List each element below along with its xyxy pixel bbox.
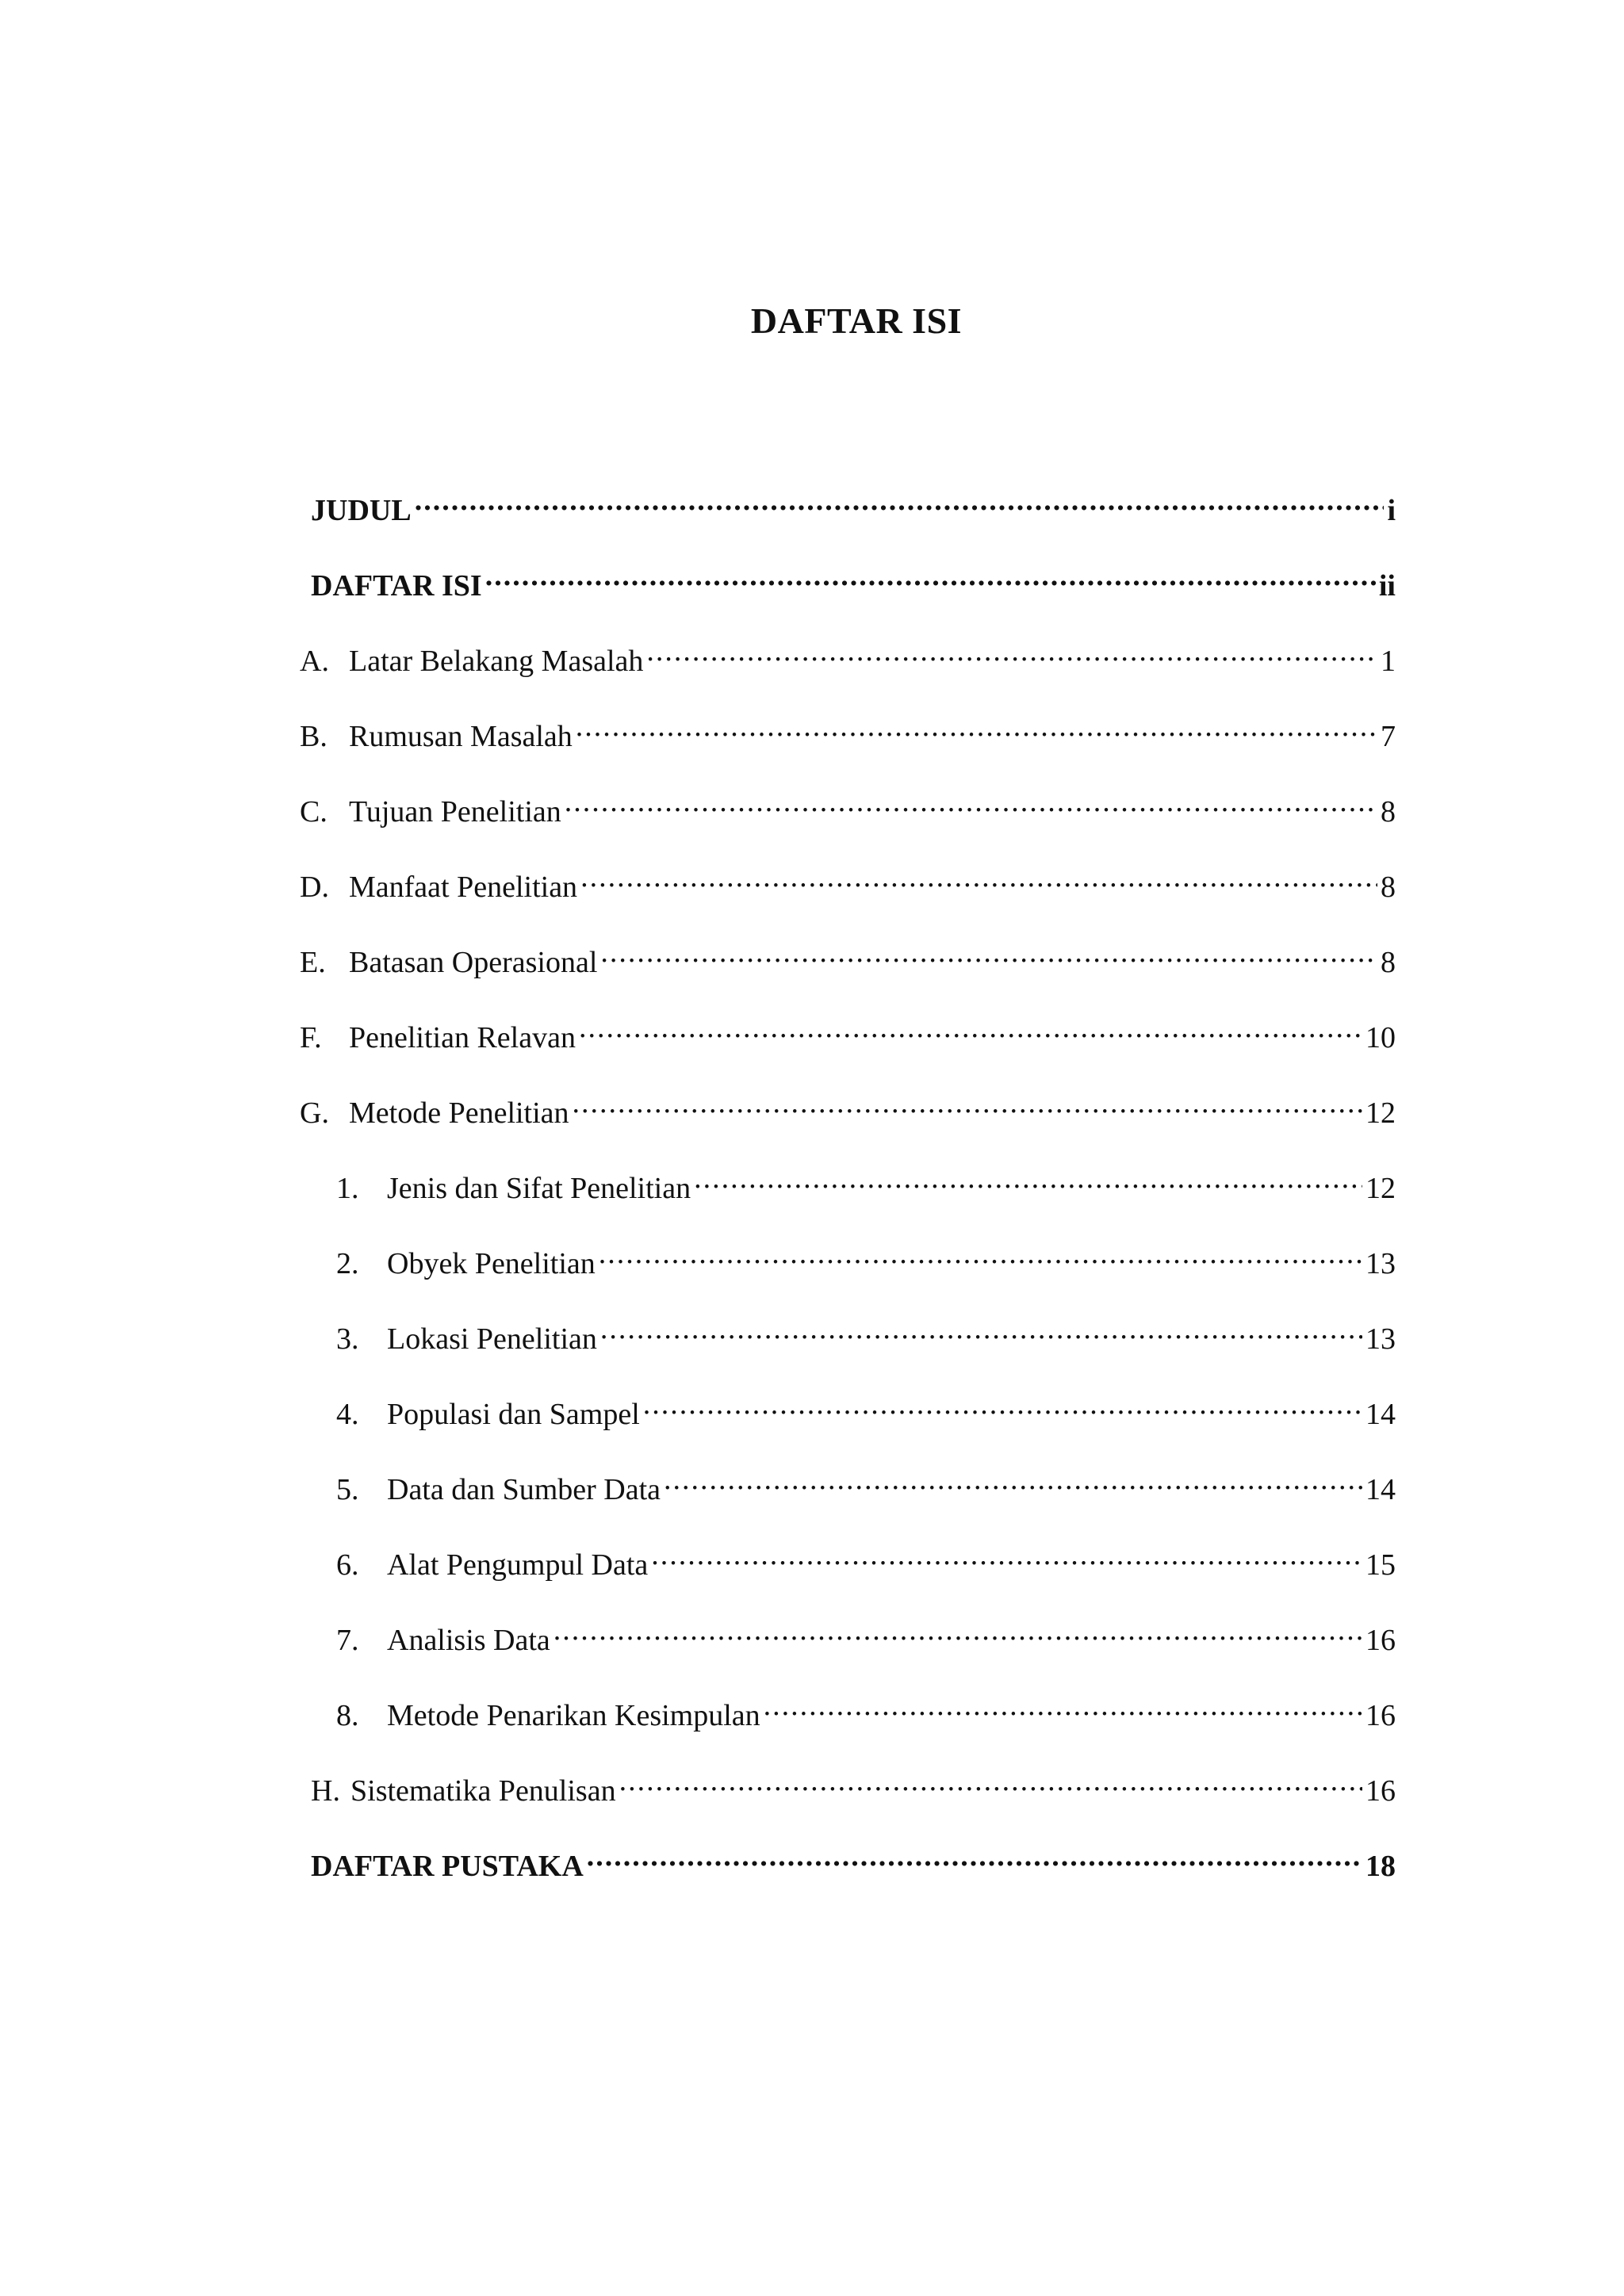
toc-entry-page: 15 (1365, 1548, 1396, 1582)
toc-entry-page: 8 (1381, 795, 1396, 828)
toc-entry-c[interactable] (300, 783, 1396, 828)
toc-entry-page: 16 (1365, 1699, 1396, 1732)
toc-entry-label: Latar Belakang Masalah (349, 645, 644, 678)
toc-entry-label: Manfaat Penelitian (349, 871, 578, 904)
toc-entry-marker: 1. (336, 1172, 359, 1205)
toc-entry-page: 8 (1381, 871, 1396, 904)
toc-entry-page: 18 (1365, 1850, 1396, 1883)
toc-entry-marker: 6. (336, 1548, 359, 1582)
toc-entry-label: Metode Penarikan Kesimpulan (387, 1699, 760, 1732)
toc-entry-label: Alat Pengumpul Data (387, 1548, 649, 1582)
toc-entry-marker: G. (300, 1096, 329, 1130)
toc-entry-g-6[interactable] (336, 1536, 1396, 1582)
dot-leader (485, 557, 1376, 595)
dot-leader (573, 1085, 1362, 1123)
dot-leader (580, 859, 1377, 897)
toc-entry-label: Data dan Sumber Data (387, 1473, 661, 1506)
toc-entry-label: Rumusan Masalah (349, 720, 573, 753)
dot-leader (600, 1311, 1362, 1349)
toc-entry-label: Batasan Operasional (349, 946, 598, 979)
dot-leader (651, 1536, 1362, 1575)
dot-leader (565, 783, 1377, 821)
toc-entry-g-1[interactable] (336, 1160, 1396, 1205)
toc-entry-g-8[interactable] (336, 1687, 1396, 1732)
dot-leader (643, 1386, 1362, 1424)
toc-entry-page: 14 (1365, 1398, 1396, 1431)
toc-entry-a[interactable] (300, 633, 1396, 678)
toc-entry-judul[interactable] (311, 482, 1396, 527)
dot-leader (587, 1838, 1362, 1876)
toc-entry-page: 7 (1381, 720, 1396, 753)
toc-entry-h[interactable] (311, 1762, 1396, 1808)
toc-entry-g-2[interactable] (336, 1235, 1396, 1280)
toc-entry-page: 13 (1365, 1322, 1396, 1356)
toc-entry-label: Penelitian Relavan (349, 1021, 576, 1054)
toc-entry-page: 12 (1365, 1096, 1396, 1130)
toc-entry-g-5[interactable] (336, 1461, 1396, 1506)
toc-entry-d[interactable] (300, 859, 1396, 904)
dot-leader (579, 1009, 1362, 1047)
toc-entry-marker: 5. (336, 1473, 359, 1506)
dot-leader (415, 482, 1385, 520)
toc-entry-marker: 7. (336, 1624, 359, 1657)
toc-entry-marker: A. (300, 645, 329, 678)
toc-entry-g[interactable] (300, 1085, 1396, 1130)
toc-entry-g-3[interactable] (336, 1311, 1396, 1356)
toc-entry-label: DAFTAR ISI (311, 569, 482, 603)
toc-entry-marker: 2. (336, 1247, 359, 1280)
toc-entry-page: i (1387, 494, 1396, 527)
toc-entry-page: 12 (1365, 1172, 1396, 1205)
toc-entry-page: 8 (1381, 946, 1396, 979)
toc-entry-page: 10 (1365, 1021, 1396, 1054)
toc-entry-label: Populasi dan Sampel (387, 1398, 640, 1431)
dot-leader (664, 1461, 1362, 1499)
toc-entry-marker: H. (311, 1774, 340, 1808)
toc-entry-f[interactable] (300, 1009, 1396, 1054)
dot-leader (553, 1612, 1362, 1650)
dot-leader (619, 1762, 1362, 1800)
toc-entry-marker: B. (300, 720, 327, 753)
toc-entry-label: Sistematika Penulisan (350, 1774, 616, 1808)
toc-entry-label: Obyek Penelitian (387, 1247, 596, 1280)
toc-entry-marker: E. (300, 946, 326, 979)
dot-leader (694, 1160, 1362, 1198)
toc-entry-marker: 3. (336, 1322, 359, 1356)
dot-leader (576, 708, 1377, 746)
toc-entry-label: Metode Penelitian (349, 1096, 569, 1130)
toc-entry-label: JUDUL (311, 494, 412, 527)
toc-entry-marker: F. (300, 1021, 322, 1054)
toc-entry-page: 13 (1365, 1247, 1396, 1280)
toc-entry-page: 16 (1365, 1774, 1396, 1808)
dot-leader (600, 934, 1377, 972)
toc-entry-daftar-isi[interactable] (311, 557, 1396, 603)
toc-entry-b[interactable] (300, 708, 1396, 753)
toc-entry-label: Lokasi Penelitian (387, 1322, 597, 1356)
toc-entry-label: Analisis Data (387, 1624, 550, 1657)
toc-entry-page: ii (1378, 569, 1396, 603)
toc-entry-marker: C. (300, 795, 327, 828)
toc-entry-g-4[interactable] (336, 1386, 1396, 1431)
toc-entry-marker: D. (300, 871, 329, 904)
toc-entry-label: Tujuan Penelitian (349, 795, 561, 828)
toc-entry-marker: 4. (336, 1398, 359, 1431)
toc-entry-e[interactable] (300, 934, 1396, 979)
page-title: DAFTAR ISI (750, 300, 963, 341)
toc-entry-label: Jenis dan Sifat Penelitian (387, 1172, 691, 1205)
dot-leader (646, 633, 1377, 671)
toc-entry-g-7[interactable] (336, 1612, 1396, 1657)
dot-leader (599, 1235, 1362, 1273)
toc-entry-page: 16 (1365, 1624, 1396, 1657)
toc-entry-label: DAFTAR PUSTAKA (311, 1850, 584, 1883)
toc-entry-marker: 8. (336, 1699, 359, 1732)
toc-entry-page: 14 (1365, 1473, 1396, 1506)
toc-entry-page: 1 (1381, 645, 1396, 678)
toc-entry-daftar-pustaka[interactable] (311, 1838, 1396, 1883)
dot-leader (764, 1687, 1362, 1725)
